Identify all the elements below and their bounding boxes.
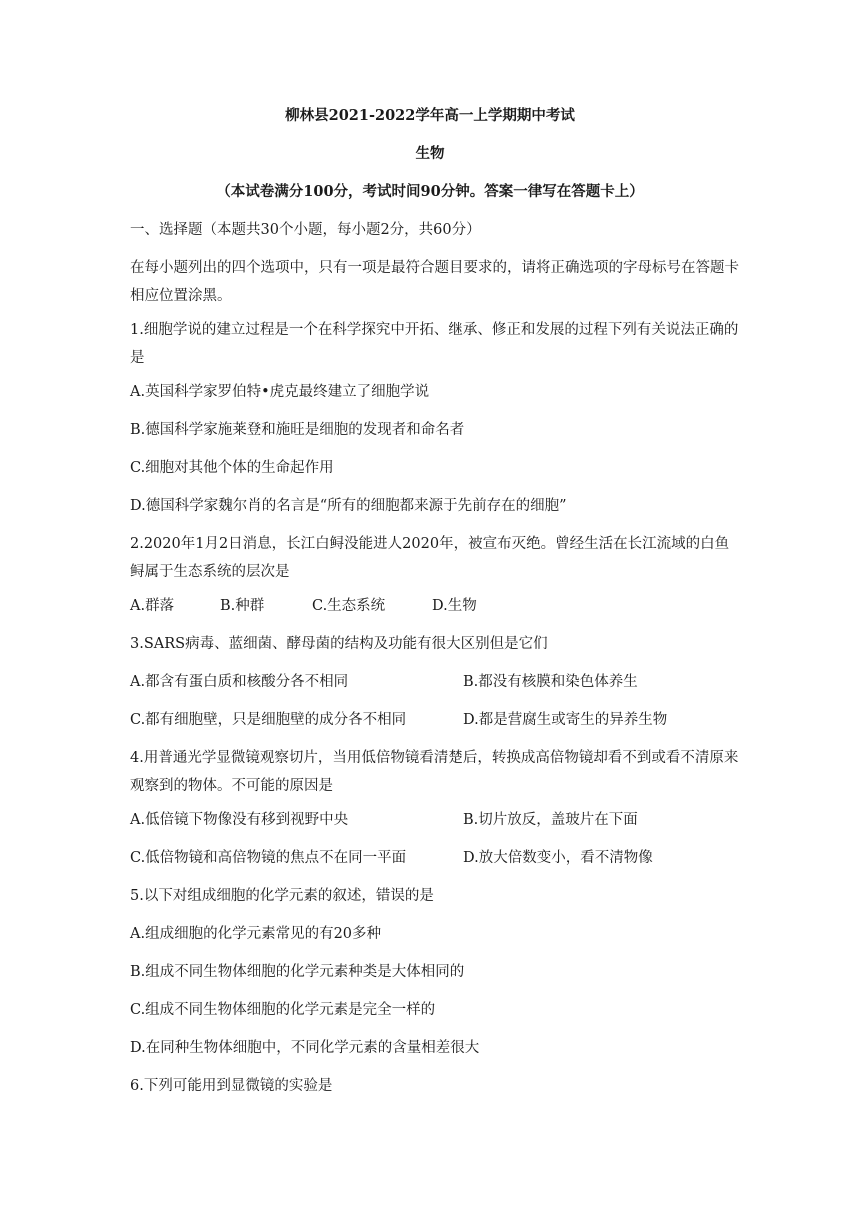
question-stem: 4.用普通光学显微镜观察切片，当用低倍物镜看清楚后，转换成高倍物镜却看不到或看不清原来观察到的物体。不可能的原因是 — [130, 750, 739, 794]
subject-title: 生物 — [415, 145, 445, 162]
option-b: B.都没有核膜和染色体养生 — [463, 674, 638, 690]
section-heading: 一、选择题（本题共30个小题，每小题2分，共60分） — [130, 222, 481, 238]
option-d: D.都是营腐生或寄生的异养生物 — [463, 712, 668, 728]
option-c: C.组成不同生物体细胞的化学元素是完全一样的 — [130, 1002, 436, 1018]
option-b: B.种群 — [220, 598, 265, 614]
exam-title: 柳林县2021-2022学年高一上学期期中考试 — [285, 107, 575, 124]
question-stem: 5.以下对组成细胞的化学元素的叙述，错误的是 — [130, 888, 434, 904]
option-c: C.生态系统 — [312, 598, 386, 614]
option-c: C.都有细胞壁，只是细胞壁的成分各不相同 — [130, 712, 407, 728]
option-b: B.组成不同生物体细胞的化学元素种类是大体相同的 — [130, 964, 465, 980]
question-stem: 2.2020年1月2日消息，长江白鲟没能进人2020年，被宣布灭绝。曾经生活在长江流域的白鱼鲟属于生态系统的层次是 — [130, 536, 730, 580]
option-a: A.低倍镜下物像没有移到视野中央 — [130, 812, 349, 828]
option-d: D.放大倍数变小，看不清物像 — [463, 850, 653, 866]
question-stem: 3.SARS病毒、蓝细菌、酵母菌的结构及功能有很大区别但是它们 — [130, 636, 548, 652]
option-a: A.都含有蛋白质和核酸分各不相同 — [130, 674, 349, 690]
option-d: D.德国科学家魏尔肖的名言是“所有的细胞都来源于先前存在的细胞” — [130, 498, 567, 514]
option-c: C.低倍物镜和高倍物镜的焦点不在同一平面 — [130, 850, 407, 866]
question-stem: 6.下列可能用到显微镜的实验是 — [130, 1078, 333, 1094]
option-d: D.生物 — [432, 598, 477, 614]
option-b: B.德国科学家施莱登和施旺是细胞的发现者和命名者 — [130, 422, 465, 438]
option-d: D.在同种生物体细胞中，不同化学元素的含量相差很大 — [130, 1040, 480, 1056]
exam-note: （本试卷满分100分，考试时间90分钟。答案一律写在答题卡上） — [216, 183, 644, 200]
option-c: C.细胞对其他个体的生命起作用 — [130, 460, 334, 476]
question-stem: 1.细胞学说的建立过程是一个在科学探究中开拓、继承、修正和发展的过程下列有关说法正确的是 — [130, 322, 739, 366]
option-a: A.群落 — [130, 598, 175, 614]
option-b: B.切片放反，盖玻片在下面 — [463, 812, 638, 828]
option-a: A.组成细胞的化学元素常见的有20多种 — [130, 926, 382, 942]
section-instruction: 在每小题列出的四个选项中，只有一项是最符合题目要求的，请将正确选项的字母标号在答题卡相应位置涂黑。 — [130, 260, 739, 304]
option-a: A.英国科学家罗伯特•虎克最终建立了细胞学说 — [130, 384, 430, 400]
